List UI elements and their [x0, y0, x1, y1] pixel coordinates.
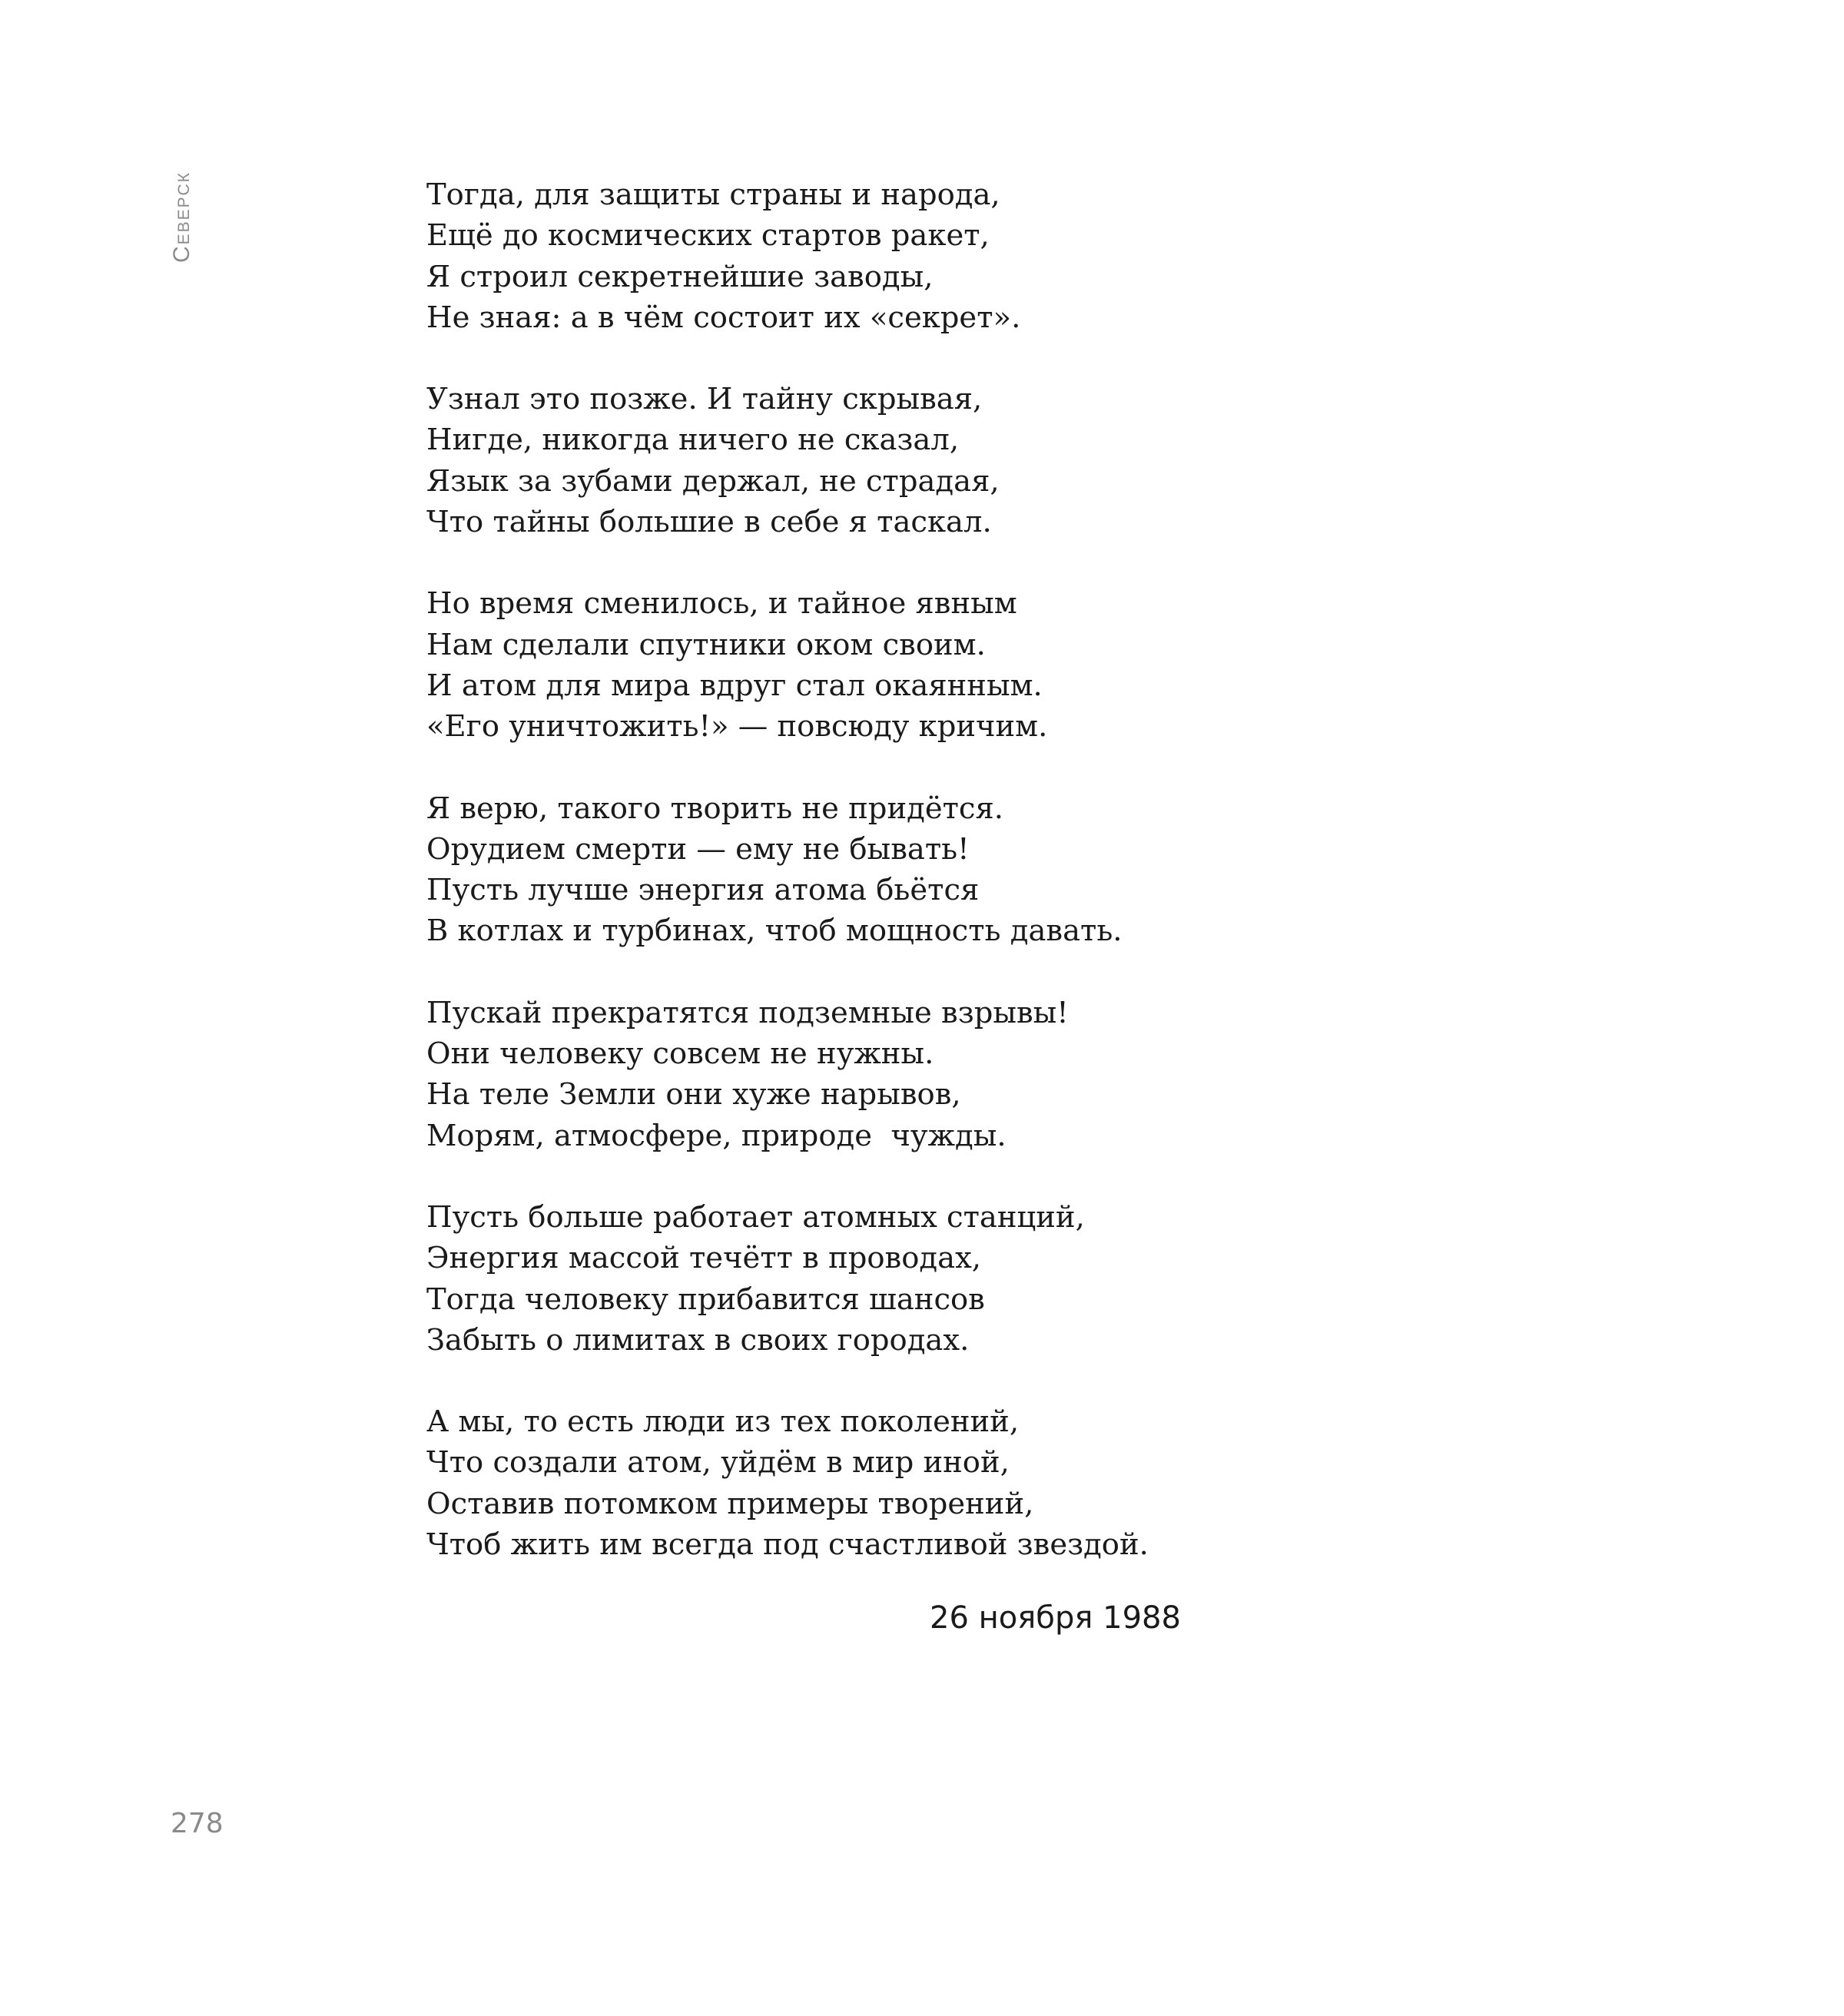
poem-line: Пускай прекратятся подземные взрывы! [426, 995, 1069, 1030]
poem-line: Нигде, никогда ничего не сказал, [426, 423, 960, 458]
poem-line: И атом для мира вдруг стал окаянным. [426, 668, 1043, 703]
poem-line: Не зная: а в чём состоит их «секрет». [426, 300, 1021, 335]
poem-line: Оставив потомком примеры творений, [426, 1486, 1034, 1521]
poem-line: Я строил секретнейшие заводы, [426, 259, 934, 294]
stanza [426, 1401, 1272, 1565]
poem-line: Забыть о лимитах в своих городах. [426, 1322, 970, 1358]
poem-line: Тогда, для защиты страны и народа, [426, 177, 1000, 212]
poem-line: Что создали атом, уйдём в мир иной, [426, 1445, 1010, 1480]
running-head: Северск [169, 171, 194, 263]
poem-line: Чтоб жить им всегда под счастливой звездой. [426, 1527, 1149, 1563]
stanza [426, 993, 1272, 1156]
poem-line: Энергия массой течётт в проводах, [426, 1241, 982, 1276]
stanza [426, 379, 1272, 542]
page-number: 278 [171, 1808, 224, 1839]
stanza [426, 583, 1272, 747]
poem-line: Ещё до космических стартов ракет, [426, 218, 990, 254]
poem-line: Язык за зубами держал, не страдая, [426, 463, 1000, 499]
poem-line: Орудием смерти — ему не бывать! [426, 831, 970, 867]
poem-line: Тогда человеку прибавится шансов [426, 1282, 985, 1317]
stanza [426, 174, 1272, 338]
poem-line: Я верю, такого творить не придётся. [426, 791, 1003, 826]
poem-line: На теле Земли они хуже нарывов, [426, 1077, 961, 1112]
poem-line: Что тайны большие в себе я таскал. [426, 505, 992, 540]
poem-line: Но время сменилось, и тайное явным [426, 586, 1017, 622]
poem [426, 174, 1272, 1565]
stanza [426, 1197, 1272, 1361]
poem-line: «Его уничтожить!» — повсюду кричим. [426, 709, 1048, 744]
poem-date: 26 ноября 1988 [930, 1600, 1181, 1636]
poem-line: Нам сделали спутники оком своим. [426, 627, 986, 662]
poem-line: А мы, то есть люди из тех поколений, [426, 1404, 1020, 1440]
poem-line: Пусть лучше энергия атома бьётся [426, 873, 980, 908]
poem-line: Они человеку совсем не нужны. [426, 1036, 934, 1072]
stanza [426, 788, 1272, 952]
poem-line: Пусть больше работает атомных станций, [426, 1199, 1085, 1235]
poem-line: Узнал это позже. И тайну скрывая, [426, 382, 983, 417]
poem-line: Морям, атмосфере, природе чужды. [426, 1118, 1007, 1153]
poem-line: В котлах и турбинах, чтоб мощность давать. [426, 914, 1123, 949]
